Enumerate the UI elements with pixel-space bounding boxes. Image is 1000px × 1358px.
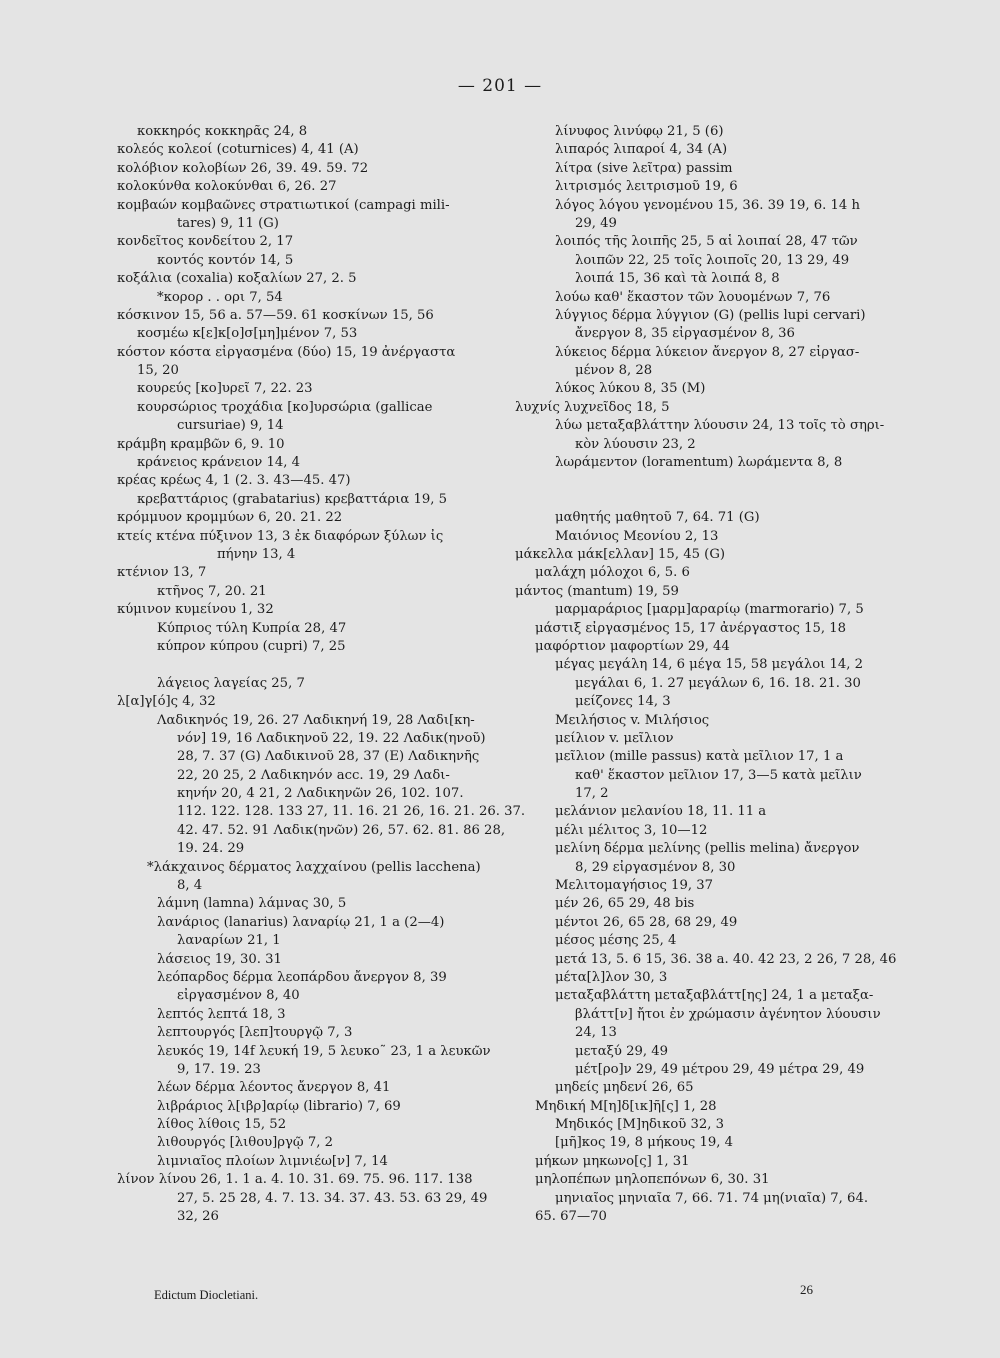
- index-entry: κύμινον κυμείνου 1, 32: [117, 602, 274, 618]
- index-entry: μείλιον v. μεῖλιον: [555, 730, 674, 746]
- index-entry: μείζονες 14, 3: [575, 694, 671, 710]
- index-entry: κονδεῖτος κονδείτου 2, 17: [117, 234, 294, 250]
- index-entry: 29, 49: [575, 215, 617, 231]
- index-entry: καθ' ἕκαστον μεῖλιον 17, 3—5 κατὰ μεῖλιν: [575, 767, 862, 783]
- index-entry: λιτρισμός λειτρισμοῦ 19, 6: [555, 179, 738, 195]
- index-entry: Κύπριος τύλη Κυπρία 28, 47: [157, 620, 347, 636]
- index-entry: λίνυφος λινύφῳ 21, 5 (6): [555, 124, 724, 139]
- index-entry: Μειλήσιος v. Μιλήσιος: [555, 712, 710, 728]
- index-entry: λύγγιος δέρμα λύγγιον (G) (pellis lupi cervari): [555, 307, 866, 323]
- index-entry: κουρσώριος τροχάδια [κο]υρσώρια (gallicae: [137, 399, 433, 415]
- index-entry: λαναρίων 21, 1: [177, 933, 281, 949]
- index-entry: λανάριος (lanarius) λαναρίῳ 21, 1 a (2—4): [157, 914, 445, 930]
- index-entry: λευκός 19, 14f λευκή 19, 5 λευκο˜ 23, 1 a λευκῶν: [157, 1043, 491, 1059]
- index-entry: λούω καθ' ἕκαστον τῶν λουομένων 7, 76: [555, 289, 831, 305]
- index-entry: μεταξύ 29, 49: [575, 1043, 669, 1059]
- index-entry: Μηδικός [Μ]ηδικοῦ 32, 3: [555, 1117, 725, 1133]
- index-entry: λάμνη (lamna) λάμνας 30, 5: [157, 896, 347, 912]
- index-entry: κηνήν 20, 4 21, 2 Λαδικηνῶν 26, 102. 107.: [177, 786, 464, 802]
- index-entry: 8, 4: [177, 878, 203, 894]
- index-entry: κὸν λύουσιν 23, 2: [575, 436, 696, 452]
- index-entry: κουρεύς [κο]υρεῖ 7, 22. 23: [137, 381, 313, 397]
- index-entry: πήνην 13, 4: [217, 546, 296, 562]
- index-entry: κοσμέω κ[ε]κ[ο]σ[μη]μένον 7, 53: [137, 326, 358, 342]
- index-entry: μέσος μέσης 25, 4: [555, 933, 677, 949]
- index-entry: λίθος λίθοις 15, 52: [157, 1117, 287, 1133]
- index-entry: μέλι μέλιτος 3, 10—12: [555, 822, 708, 838]
- index-entry: λόγος λόγου γενομένου 15, 36. 39 19, 6. 14 h: [555, 197, 860, 213]
- index-entry: 65. 67—70: [535, 1209, 607, 1225]
- index-entry: 42. 47. 52. 91 Λαδικ(ηνῶν) 26, 57. 62. 81. 86 28,: [177, 822, 506, 838]
- index-entry: μελάνιον μελανίου 18, 11. 11 a: [555, 804, 767, 820]
- index-entry: λοιπά 15, 36 καὶ τὰ λοιπά 8, 8: [575, 271, 780, 287]
- index-entry: 19. 24. 29: [177, 841, 245, 857]
- index-entry: κρέας κρέως 4, 1 (2. 3. 43—45. 47): [117, 473, 351, 489]
- index-entry: κρεβαττάριος (grabatarius) κρεβαττάρια 19, 5: [137, 491, 448, 507]
- index-entry: μηλοπέπων μηλοπεπόνων 6, 30. 31: [535, 1172, 770, 1188]
- index-entry: μάστιξ εἰργασμένος 15, 17 ἀνέργαστος 15, 18: [535, 620, 847, 636]
- index-entry: Λαδικηνός 19, 26. 27 Λαδικηνή 19, 28 Λαδι[κη-: [157, 712, 475, 728]
- index-entry: μαθητής μαθητοῦ 7, 64. 71 (G): [555, 510, 760, 526]
- index-entry: κόσκινον 15, 56 a. 57—59. 61 κοσκίνων 15, 56: [117, 307, 434, 323]
- index-entry: κοντός κοντόν 14, 5: [157, 252, 294, 268]
- index-entry: μηνιαῖος μηνιαῖα 7, 66. 71. 74 μη(νιαῖα) 7, 64.: [555, 1190, 869, 1206]
- index-entry: κοκκηρός κοκκηρᾶς 24, 8: [137, 124, 308, 139]
- index-entry: λεπτουργός [λεπ]τουργῷ 7, 3: [157, 1025, 353, 1041]
- index-entry: μέντοι 26, 65 28, 68 29, 49: [555, 914, 738, 930]
- footer-title: Edictum Diocletiani.: [154, 1288, 259, 1302]
- index-entry: νόν] 19, 16 Λαδικηνοῦ 22, 19. 22 Λαδικ(ηνοῦ): [177, 730, 486, 746]
- index-entry: 8, 29 εἰργασμένον 8, 30: [575, 859, 736, 875]
- index-entry: λάγειος λαγείας 25, 7: [157, 675, 305, 691]
- page-number: — 201 —: [457, 76, 543, 96]
- index-entry: κτένιον 13, 7: [117, 565, 207, 581]
- index-entry: λίνον λίνου 26, 1. 1 a. 4. 10. 31. 69. 75. 96. 117. 138: [117, 1172, 473, 1188]
- index-entry: λάσειος 19, 30. 31: [157, 951, 282, 967]
- index-entry: κύπρον κύπρου (cupri) 7, 25: [157, 638, 346, 654]
- index-entry: cursuriae) 9, 14: [177, 418, 284, 434]
- index-entry: μέτ[ρο]ν 29, 49 μέτρου 29, 49 μέτρα 29, 49: [575, 1061, 865, 1077]
- index-entry: λιθουργός [λιθου]ργῷ 7, 2: [157, 1135, 334, 1151]
- index-entry: 15, 20: [137, 363, 179, 379]
- index-entry: μαρμαράριος [μαρμ]αραρίῳ (marmorario) 7, 5: [555, 602, 864, 618]
- index-entry: Μηδική Μ[η]δ[ικ]ῆ[ς] 1, 28: [535, 1098, 717, 1114]
- index-entry: μάντος (mantum) 19, 59: [515, 583, 679, 599]
- signature-mark: 26: [800, 1282, 813, 1297]
- index-entry: tares) 9, 11 (G): [177, 215, 279, 231]
- index-entry: [μῆ]κος 19, 8 μήκους 19, 4: [555, 1135, 734, 1151]
- index-entry: λιπαρός λιπαροί 4, 34 (A): [555, 142, 728, 158]
- index-entry: μέτα[λ]λον 30, 3: [555, 969, 668, 985]
- index-entry: μεταξαβλάττη μεταξαβλάττ[ης] 24, 1 a μεταξα-: [555, 988, 874, 1004]
- index-entry: 32, 26: [177, 1209, 219, 1225]
- index-entry: 112. 122. 128. 133 27, 11. 16. 21 26, 16. 21. 26. 37.: [177, 804, 526, 820]
- index-entry: λοιπός τῆς λοιπῆς 25, 5 αἱ λοιπαί 28, 47 τῶν: [555, 234, 858, 250]
- index-entry: ἄνεργον 8, 35 εἰργασμένον 8, 36: [575, 326, 795, 342]
- index-entry: κτῆνος 7, 20. 21: [157, 583, 267, 599]
- index-entry: λύω μεταξαβλάττην λύουσιν 24, 13 τοῖς τὸ σηρι-: [555, 418, 885, 434]
- index-entry: μέν 26, 65 29, 48 bis: [555, 896, 695, 912]
- index-entry: λύκειος δέρμα λύκειον ἄνεργον 8, 27 εἰργασ-: [555, 344, 860, 360]
- index-entry: λιμνιαῖος πλοίων λιμνιέω[ν] 7, 14: [157, 1153, 388, 1169]
- index-entry: λυχνίς λυχνεῖδος 18, 5: [515, 399, 670, 415]
- index-entry: κοξάλια (coxalia) κοξαλίων 27, 2. 5: [117, 271, 357, 287]
- index-entry: λύκος λύκου 8, 35 (M): [555, 381, 706, 397]
- index-entry: 28, 7. 37 (G) Λαδικινοῦ 28, 37 (E) Λαδικηνῆς: [177, 749, 480, 765]
- index-entry: λεόπαρδος δέρμα λεοπάρδου ἄνεργον 8, 39: [157, 969, 447, 985]
- index-entry: μηδείς μηδενί 26, 65: [555, 1080, 694, 1096]
- index-entry: λοιπῶν 22, 25 τοῖς λοιποῖς 20, 13 29, 49: [575, 252, 850, 268]
- index-entry: *κορορ . . ορι 7, 54: [157, 289, 283, 305]
- index-entry: βλάττ[ν] ἤτοι ἐν χρώμασιν ἀγένητον λύουσιν: [575, 1006, 881, 1022]
- section-gap: [515, 491, 897, 509]
- index-entry: *λάκχαινος δέρματος λαχχαίνου (pellis lacchena): [147, 859, 481, 875]
- index-entry: μεγάλαι 6, 1. 27 μεγάλων 6, 16. 18. 21. 30: [575, 675, 861, 691]
- index-entry: μένον 8, 28: [575, 363, 653, 379]
- section-gap: [515, 472, 897, 490]
- index-entry: μέγας μεγάλη 14, 6 μέγα 15, 58 μεγάλοι 14, 2: [555, 657, 864, 673]
- index-entry: λιβράριος λ[ιβρ]αρίῳ (librario) 7, 69: [157, 1098, 401, 1114]
- index-entry: κράμβη κραμβῶν 6, 9. 10: [117, 436, 285, 452]
- index-column-right: [515, 123, 897, 1226]
- index-entry: μαλάχη μόλοχοι 6, 5. 6: [535, 565, 690, 581]
- index-entry: μάκελλα μάκ[ελλαν] 15, 45 (G): [515, 546, 725, 562]
- index-entry: μελίνη δέρμα μελίνης (pellis melina) ἄνεργον: [555, 841, 860, 857]
- index-entry: κόστον κόστα εἰργασμένα (δύο) 15, 19 ἀνέργαστα: [117, 344, 456, 360]
- index-column-left: [117, 123, 526, 1226]
- index-entry: Μελιτομαγήσιος 19, 37: [555, 878, 713, 894]
- index-entry: λωράμεντον (loramentum) λωράμεντα 8, 8: [555, 455, 843, 471]
- index-entry: 9, 17. 19. 23: [177, 1061, 261, 1077]
- index-entry: εἰργασμένον 8, 40: [177, 988, 300, 1004]
- index-entry: 24, 13: [575, 1025, 617, 1041]
- index-entry: λεπτός λεπτά 18, 3: [157, 1006, 286, 1022]
- index-entry: 27, 5. 25 28, 4. 7. 13. 34. 37. 43. 53. 63 29, 49: [177, 1190, 488, 1206]
- index-entry: κολόβιον κολοβίων 26, 39. 49. 59. 72: [117, 160, 369, 176]
- index-entry: λίτρα (sive λεῖτρα) passim: [555, 160, 733, 176]
- index-entry: κομβαών κομβαῶνες στρατιωτικοί (campagi mili-: [117, 197, 450, 213]
- index-entry: κολεός κολεοί (coturnices) 4, 41 (A): [117, 142, 359, 158]
- index-entry: μετά 13, 5. 6 15, 36. 38 a. 40. 42 23, 2 26, 7 28, 46: [555, 951, 897, 967]
- index-entry: Μαιόνιος Μεονίου 2, 13: [555, 528, 719, 544]
- index-entry: κρόμμυον κρομμύων 6, 20. 21. 22: [117, 510, 343, 526]
- index-entry: κτείς κτένα πύξινον 13, 3 ἐκ διαφόρων ξύλων ἰς: [117, 528, 444, 544]
- index-entry: λ[α]γ[ό]ς 4, 32: [117, 694, 216, 710]
- index-entry: μαφόρτιον μαφορτίων 29, 44: [535, 638, 730, 654]
- index-entry: 17, 2: [575, 786, 609, 802]
- index-entry: κολοκύνθα κολοκύνθαι 6, 26. 27: [117, 179, 337, 195]
- index-entry: 22, 20 25, 2 Λαδικηνόν acc. 19, 29 Λαδι-: [177, 767, 450, 783]
- section-gap: [117, 656, 489, 674]
- index-entry: μήκων μηκωνο[ς] 1, 31: [535, 1153, 690, 1169]
- index-entry: λέων δέρμα λέοντος ἄνεργον 8, 41: [157, 1080, 391, 1096]
- index-entry: μεῖλιον (mille passus) κατὰ μεῖλιον 17, 1 a: [555, 749, 844, 765]
- index-entry: κράνειος κράνειον 14, 4: [137, 455, 301, 471]
